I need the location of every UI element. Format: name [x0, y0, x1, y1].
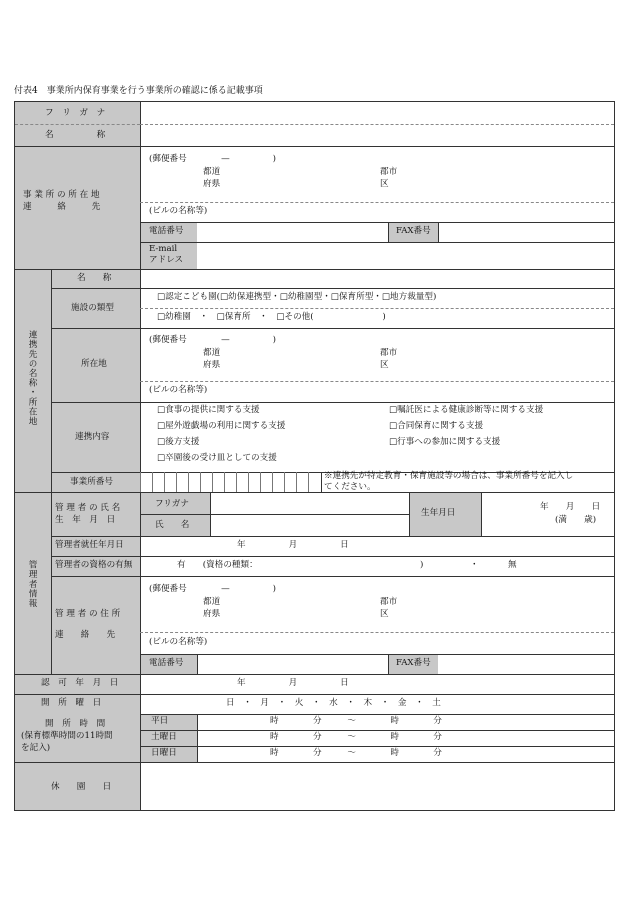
openday-value[interactable]: 日 ・ 月 ・ 火 ・ 水 ・ 木 ・ 金 ・ 土: [226, 698, 441, 708]
support-meal[interactable]: □食事の提供に関する支援: [157, 405, 260, 415]
mgr-fax-label: FAX番号: [396, 658, 431, 668]
partner-address-label: 所在地: [81, 359, 107, 369]
name-label: 名 称: [45, 130, 106, 140]
approval-label: 認 可 年 月 日: [41, 678, 119, 688]
partner-name-label: 名 称: [77, 273, 112, 283]
office-no-note-1: ※連携先が特定教育・保育施設等の場合は、事業所番号を記入し: [324, 471, 574, 481]
mgr-tel-label: 電話番号: [149, 658, 184, 668]
mgr-furigana-label: フリガナ: [155, 499, 189, 509]
loc-building: (ビルの名称等): [149, 206, 208, 216]
facility-type-line2[interactable]: □幼稚園 ・ □保育所 ・ □その他( ): [157, 312, 386, 322]
facility-type-line1[interactable]: □認定こども園(□幼保連携型・□幼稚園型・□保育所型・□地方裁量型): [157, 292, 437, 302]
support-backup[interactable]: □後方支援: [157, 437, 200, 447]
mgr-birth-ymd: 年 月 日: [540, 502, 601, 512]
loc-label-2: 連 絡 先: [23, 202, 101, 212]
hours-saturday: 土曜日: [151, 732, 177, 742]
facility-type-label: 施設の類型: [71, 303, 114, 313]
support-outdoor[interactable]: □屋外遊戯場の利用に関する支援: [157, 421, 286, 431]
qual-label: 管理者の資格の有無: [55, 560, 133, 570]
loc-postal: (郵便番号 — ): [149, 154, 277, 164]
partner-side-label: 連携先の名称・所在地: [27, 330, 37, 426]
mgr-birth-label: 生年月日: [421, 508, 456, 518]
mgr-age: (満 歳): [555, 515, 597, 525]
loc-fax-label: FAX番号: [396, 226, 431, 236]
closed-label: 休 園 日: [51, 782, 112, 792]
form-title: 付表4 事業所内保育事業を行う事業所の確認に係る記載事項: [14, 86, 263, 96]
approval-value[interactable]: 年 月 日: [237, 678, 349, 688]
qual-no[interactable]: 無: [508, 560, 517, 570]
loc-tel-label: 電話番号: [149, 226, 184, 236]
hours-sunday: 日曜日: [151, 748, 177, 758]
appointed-label: 管理者就任年月日: [55, 540, 124, 550]
hours-weekday: 平日: [151, 716, 169, 726]
content-label: 連携内容: [75, 432, 110, 442]
qual-yes[interactable]: 有 (資格の種類：: [177, 560, 258, 570]
furigana-label: フ リ ガ ナ: [45, 108, 106, 118]
support-joint[interactable]: □合同保育に関する支援: [389, 421, 484, 431]
office-no-note-2: てください。: [324, 482, 376, 492]
support-event[interactable]: □行事への参加に関する支援: [389, 437, 501, 447]
office-no-label: 事業所番号: [70, 477, 113, 487]
openday-label: 開 所 曜 日: [41, 698, 102, 708]
loc-label-1: 事 業 所 の 所 在 地: [23, 190, 100, 200]
form-table: フ リ ガ ナ 名 称 事 業 所 の 所 在 地 連 絡 先 (郵便番号 — ) 都道 府県 郡市 区 (ビルの名称等) 電話番号 FAX番号 E-mail アドレス 連携先の名称・所在地 名 称 施設の類型 □認定こども園(□幼保連携型・□幼稚園型・□保育所型・□地方裁量型) □幼稚園 ・ □保育所 ・ □その他( ) 所在地 (郵便番号 — ) 都道 府県 郡市 区 (ビルの名称等) 連携内容 □食事の提供に関する支援 □嘱託医による健康診断等に関する支援 □屋外遊戯場の利用に関する支援 □合同保育に関する支援 □後方支援 □行事への参加に関する支援 □卒園後の受け皿としての支援 事業所番号 ※連携先が特定教育・保育施設等の場合は、事業所番号を記入し てください。 管理者情報 管 理 者 の 氏 名 生 年 月 日 フリガナ 氏 名 生年月日 年 月 日 (満 歳) 管理者就任年月日 年 月 日 管理者の資格の有無 有 (資格の種類： ) ・ 無 管 理 者 の 住 所 連 絡 先 (郵便番号 — ) 都道 府県 郡市 区 (ビルの名称等) 電話番号 FAX番号 認 可 年 月 日 年 月 日 開 所 曜 日 日 ・ 月 ・ 火 ・ 水 ・ 木 ・ 金 ・ 土 開 所 時 間 (保育標準時間の11時間 を記入) 平日 土曜日 日曜日 時 分 〜 時 分 時 分 〜 時 分 時 分 〜 時 分 休 園 日: [14, 101, 615, 811]
office-number-boxes[interactable]: [140, 472, 321, 492]
mgr-shimei-label: 氏 名: [155, 520, 190, 530]
support-doctor[interactable]: □嘱託医による健康診断等に関する支援: [389, 405, 544, 415]
support-after[interactable]: □卒園後の受け皿としての支援: [157, 453, 277, 463]
appointed-value[interactable]: 年 月 日: [237, 540, 349, 550]
manager-side-label: 管理者情報: [27, 560, 37, 608]
